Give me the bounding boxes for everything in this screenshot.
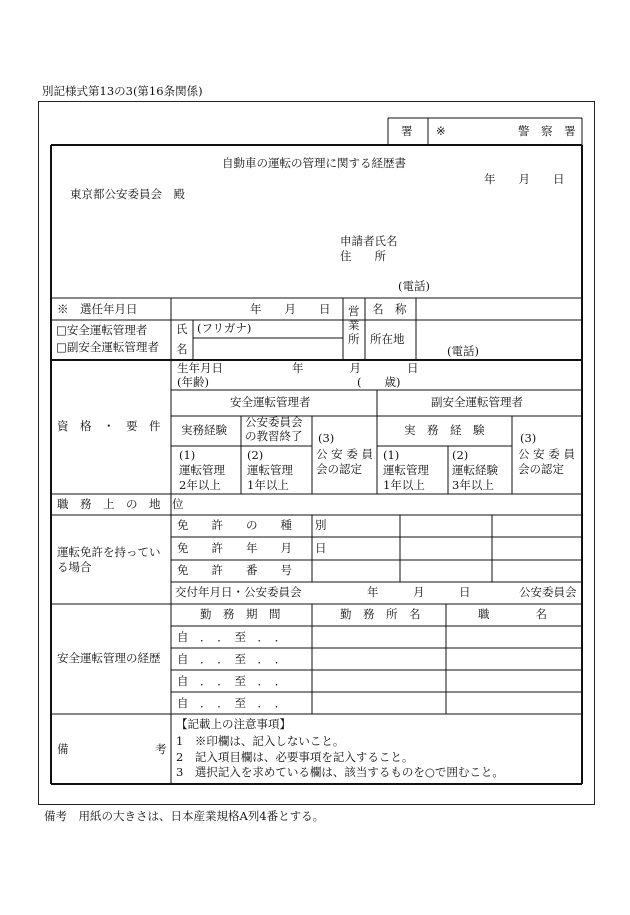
- vice-practical-experience-header: 実 務 経 験: [404, 423, 485, 437]
- form-title: 自動車の運転の管理に関する経歴書: [222, 156, 406, 170]
- safety-c3-mark: (3): [318, 431, 335, 445]
- safety-c3-text-1: 公 安 委 員: [316, 447, 373, 461]
- safety-c3-text-2: 会の認定: [316, 462, 362, 476]
- vice-c3-text-1: 公 安 委 員: [518, 447, 575, 461]
- commission-course-header-2: の教習終了: [245, 429, 303, 443]
- license-issue-date: 年 月 日: [367, 585, 471, 599]
- remarks-label-2: 考: [155, 742, 167, 756]
- applicant-name-label: 申請者氏名: [340, 234, 398, 248]
- history-label: 安全運転管理の経歴: [57, 651, 161, 665]
- vice-v1-line1: 運転管理: [383, 463, 429, 477]
- vice-v1-num: (1): [383, 448, 400, 462]
- birth-date-label: 生年月日 年 月 日: [177, 361, 419, 375]
- addressee: 東京都公安委員会 殿: [70, 187, 185, 201]
- office-location-label: 所在地: [370, 332, 405, 346]
- footer-note: 備考 用紙の大きさは、日本産業規格A列4番とする。: [44, 809, 325, 823]
- history-row-period: 自 ． ． 至 ． ．: [177, 652, 287, 666]
- form-date: 年 月 日: [484, 172, 565, 186]
- age-unit: ( 歳): [357, 375, 401, 389]
- name-label-upper: 氏: [176, 322, 188, 336]
- election-date-label: ※ 選任年月日: [57, 302, 138, 316]
- vice-c3-text-2: 会の認定: [518, 462, 564, 476]
- history-title-header: 職 名: [478, 607, 547, 621]
- position-label: 職 務 上 の 地 位: [57, 497, 184, 511]
- safety-s2-num: (2): [247, 448, 264, 462]
- vice-v2-line1: 運転経験: [452, 463, 498, 477]
- furigana-label: (フリガナ): [197, 321, 252, 335]
- election-date-field[interactable]: 年 月 日: [250, 302, 331, 316]
- qualification-label: 資 格 ・ 要 件: [57, 419, 161, 433]
- vice-manager-header: 副安全運転管理者: [431, 395, 523, 409]
- vice-v2-num: (2): [452, 448, 469, 462]
- station-label: 署: [401, 124, 413, 138]
- remarks-heading: 【記載上の注意事項】: [176, 717, 291, 731]
- office-label: 営業所: [348, 304, 360, 346]
- safety-s2-line2: 1年以上: [247, 478, 289, 492]
- commission-course-header-1: 公安委員会: [245, 415, 303, 429]
- office-name-label: 名 称: [372, 302, 407, 316]
- remarks-note: 2 記入項目欄は、必要事項を記入すること。: [176, 750, 414, 764]
- vice-manager-option[interactable]: □副安全運転管理者: [56, 340, 159, 354]
- license-type-label: 免 許 の 種 別: [177, 518, 327, 532]
- safety-manager-header: 安全運転管理者: [230, 395, 311, 409]
- police-station-label: 警 察 署: [518, 124, 576, 138]
- vice-v2-line2: 3年以上: [452, 478, 494, 492]
- license-date-label: 免 許 年 月 日: [177, 541, 327, 555]
- history-row-period: 自 ． ． 至 ． ．: [177, 674, 287, 688]
- practical-experience-header: 実務経験: [181, 423, 227, 437]
- applicant-address-label: 住 所: [340, 249, 386, 263]
- form-heading: 別記様式第13の3(第16条関係): [42, 84, 203, 98]
- license-issuer-label: 交付年月日・公安委員会: [175, 585, 302, 599]
- license-number-label: 免 許 番 号: [177, 563, 292, 577]
- safety-manager-option[interactable]: □安全運転管理者: [56, 323, 148, 337]
- license-issue-commission: 公安委員会: [519, 585, 577, 599]
- remarks-note: 1 ※印欄は、記入しないこと。: [176, 734, 345, 748]
- vice-c3-mark: (3): [520, 431, 537, 445]
- history-row-period: 自 ． ． 至 ． ．: [177, 630, 287, 644]
- applicant-phone-label: (電話): [398, 279, 430, 293]
- name-label-lower: 名: [176, 342, 188, 356]
- remarks-label-1: 備: [57, 742, 69, 756]
- safety-s1-num: (1): [179, 448, 196, 462]
- license-label-1: 運転免許を持ってい: [57, 545, 161, 559]
- safety-s2-line1: 運転管理: [247, 463, 293, 477]
- station-mark: ※: [436, 124, 446, 138]
- office-phone-label: (電話): [447, 344, 479, 358]
- vice-v1-line2: 1年以上: [383, 478, 425, 492]
- remarks-note: 3 選択記入を求めている欄は、該当するものを○で囲むこと。: [176, 765, 504, 779]
- license-label-2: る場合: [57, 560, 92, 574]
- safety-s1-line1: 運転管理: [179, 463, 225, 477]
- safety-s1-line2: 2年以上: [179, 478, 221, 492]
- history-workplace-header: 勤 務 所 名: [340, 607, 421, 621]
- history-period-header: 勤 務 期 間: [200, 607, 281, 621]
- age-label: (年齢): [177, 375, 209, 389]
- history-row-period: 自 ． ． 至 ． ．: [177, 696, 287, 710]
